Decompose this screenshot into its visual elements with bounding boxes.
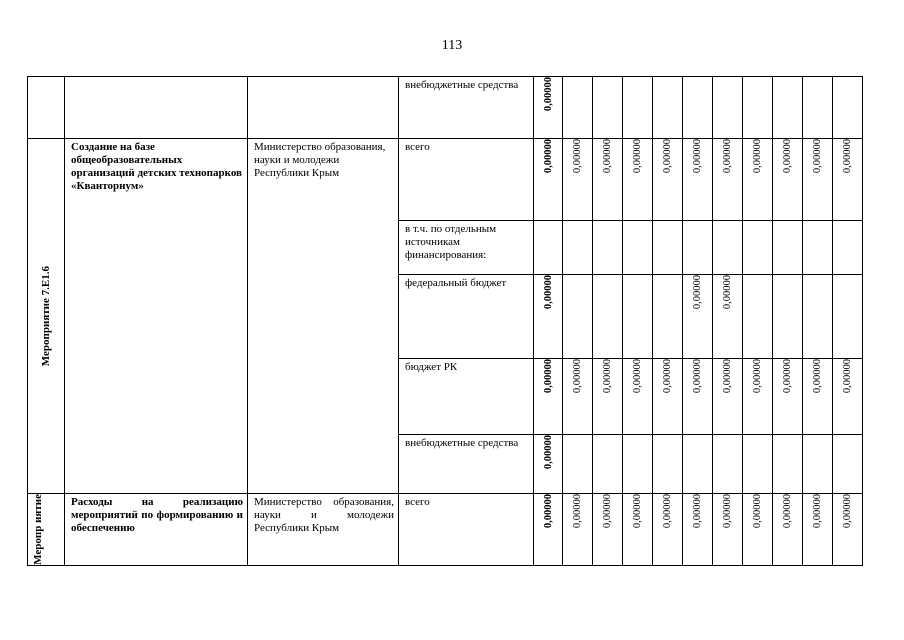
total-cell: [534, 221, 563, 275]
year-cell: [773, 77, 803, 139]
year-cell: [803, 435, 833, 494]
year-value: 0,00000: [602, 359, 613, 394]
year-cell: [563, 435, 593, 494]
year-value: 0,00000: [662, 494, 673, 529]
year-cell: [593, 494, 623, 566]
event-executor: Министерство образования, науки и молодежи Республики Крым: [248, 139, 399, 494]
year-cell: [563, 359, 593, 435]
year-cell: [833, 221, 863, 275]
year-cell: [653, 275, 683, 359]
year-value: 0,00000: [842, 139, 853, 174]
year-cell: [653, 494, 683, 566]
year-value: 0,00000: [842, 359, 853, 394]
year-cell: [653, 359, 683, 435]
source-extra: внебюджетные средства: [399, 435, 534, 494]
year-value: 0,00000: [692, 494, 703, 529]
year-cell: [593, 77, 623, 139]
year-cell: [833, 275, 863, 359]
year-value: 0,00000: [722, 359, 733, 394]
year-value: 0,00000: [782, 359, 793, 394]
year-value: 0,00000: [572, 494, 583, 529]
year-value: 0,00000: [722, 494, 733, 529]
year-value: 0,00000: [572, 139, 583, 174]
year-cell: [683, 275, 713, 359]
source-total: всего: [399, 139, 534, 221]
year-value: 0,00000: [692, 275, 703, 310]
year-value: 0,00000: [812, 494, 823, 529]
year-cell: [623, 221, 653, 275]
year-cell: [593, 359, 623, 435]
year-value: 0,00000: [812, 359, 823, 394]
source-total: всего: [399, 494, 534, 566]
source-cell: внебюджетные средства: [399, 77, 534, 139]
year-cell: [623, 494, 653, 566]
year-value: 0,00000: [572, 359, 583, 394]
budget-table: [27, 76, 863, 566]
year-cell: [713, 359, 743, 435]
year-cell: [743, 139, 773, 221]
total-cell: [534, 139, 563, 221]
total-value: 0,00000: [542, 77, 554, 112]
year-value: 0,00000: [752, 139, 763, 174]
year-cell: [803, 275, 833, 359]
year-cell: [563, 221, 593, 275]
year-value: 0,00000: [722, 275, 733, 310]
year-cell: [683, 221, 713, 275]
year-cell: [803, 359, 833, 435]
year-cell: [713, 221, 743, 275]
year-cell: [653, 77, 683, 139]
year-cell: [773, 359, 803, 435]
year-cell: [833, 139, 863, 221]
year-cell: [773, 435, 803, 494]
year-cell: [683, 359, 713, 435]
year-value: 0,00000: [662, 139, 673, 174]
page-number: 113: [441, 38, 463, 53]
year-cell: [743, 359, 773, 435]
year-value: 0,00000: [662, 359, 673, 394]
year-cell: [833, 359, 863, 435]
year-cell: [713, 275, 743, 359]
year-cell: [743, 77, 773, 139]
total-cell: [534, 359, 563, 435]
event-executor: Министерство образования, науки и молодежи Республики Крым: [248, 494, 399, 566]
total-value: 0,00000: [542, 435, 554, 470]
year-cell: [593, 435, 623, 494]
year-cell: [743, 221, 773, 275]
year-cell: [653, 139, 683, 221]
total-cell: [534, 275, 563, 359]
year-cell: [773, 221, 803, 275]
total-value: 0,00000: [542, 494, 554, 529]
year-cell: [803, 77, 833, 139]
event-name: Создание на базе общеобразовательных организаций детских технопарков «Кванторнум»: [65, 139, 248, 494]
year-cell: [563, 139, 593, 221]
year-value: 0,00000: [752, 359, 763, 394]
source-federal: федеральный бюджет: [399, 275, 534, 359]
table-row: [28, 77, 863, 139]
year-cell: [683, 139, 713, 221]
year-cell: [623, 139, 653, 221]
year-cell: [713, 435, 743, 494]
year-cell: [683, 77, 713, 139]
year-value: 0,00000: [842, 494, 853, 529]
year-cell: [773, 139, 803, 221]
event-label: Мероприятие 7.Е1.6: [39, 265, 52, 367]
year-value: 0,00000: [782, 494, 793, 529]
year-cell: [743, 435, 773, 494]
year-cell: [683, 494, 713, 566]
year-value: 0,00000: [692, 139, 703, 174]
year-value: 0,00000: [812, 139, 823, 174]
year-value: 0,00000: [602, 494, 613, 529]
year-value: 0,00000: [632, 139, 643, 174]
table-row: [28, 139, 863, 221]
year-cell: [563, 494, 593, 566]
source-incl: в т.ч. по отдельным источникам финансирования:: [399, 221, 534, 275]
year-value: 0,00000: [692, 359, 703, 394]
year-cell: [803, 494, 833, 566]
year-cell: [623, 77, 653, 139]
year-cell: [653, 221, 683, 275]
total-value: 0,00000: [542, 275, 554, 310]
year-cell: [743, 494, 773, 566]
year-cell: [833, 494, 863, 566]
year-cell: [683, 435, 713, 494]
year-cell: [803, 139, 833, 221]
year-cell: [743, 275, 773, 359]
year-cell: [593, 275, 623, 359]
year-cell: [623, 435, 653, 494]
name-cell-empty: [65, 77, 248, 139]
year-cell: [713, 77, 743, 139]
year-cell: [773, 275, 803, 359]
year-cell: [653, 435, 683, 494]
year-value: 0,00000: [752, 494, 763, 529]
year-value: 0,00000: [632, 359, 643, 394]
total-value: 0,00000: [542, 359, 554, 394]
year-cell: [713, 139, 743, 221]
year-value: 0,00000: [782, 139, 793, 174]
event-name: Расходы на реализацию мероприятий по формированию и обеспечению: [65, 494, 248, 566]
year-cell: [833, 77, 863, 139]
event-label-cell: [28, 139, 65, 494]
year-cell: [623, 275, 653, 359]
event-label-cell: [28, 494, 65, 566]
total-cell: [534, 494, 563, 566]
year-value: 0,00000: [722, 139, 733, 174]
table-row: [28, 494, 863, 566]
total-cell: [534, 435, 563, 494]
executor-cell-empty: [248, 77, 399, 139]
year-cell: [833, 435, 863, 494]
year-cell: [563, 275, 593, 359]
year-cell: [593, 221, 623, 275]
year-cell: [593, 139, 623, 221]
year-cell: [803, 221, 833, 275]
year-cell: [713, 494, 743, 566]
year-value: 0,00000: [602, 139, 613, 174]
year-cell: [563, 77, 593, 139]
source-rk: бюджет РК: [399, 359, 534, 435]
event-cell-empty: [28, 77, 65, 139]
year-cell: [773, 494, 803, 566]
total-cell: [534, 77, 563, 139]
year-value: 0,00000: [632, 494, 643, 529]
year-cell: [623, 359, 653, 435]
total-value: 0,00000: [542, 139, 554, 174]
event-label: Меропр иятие: [32, 494, 44, 565]
